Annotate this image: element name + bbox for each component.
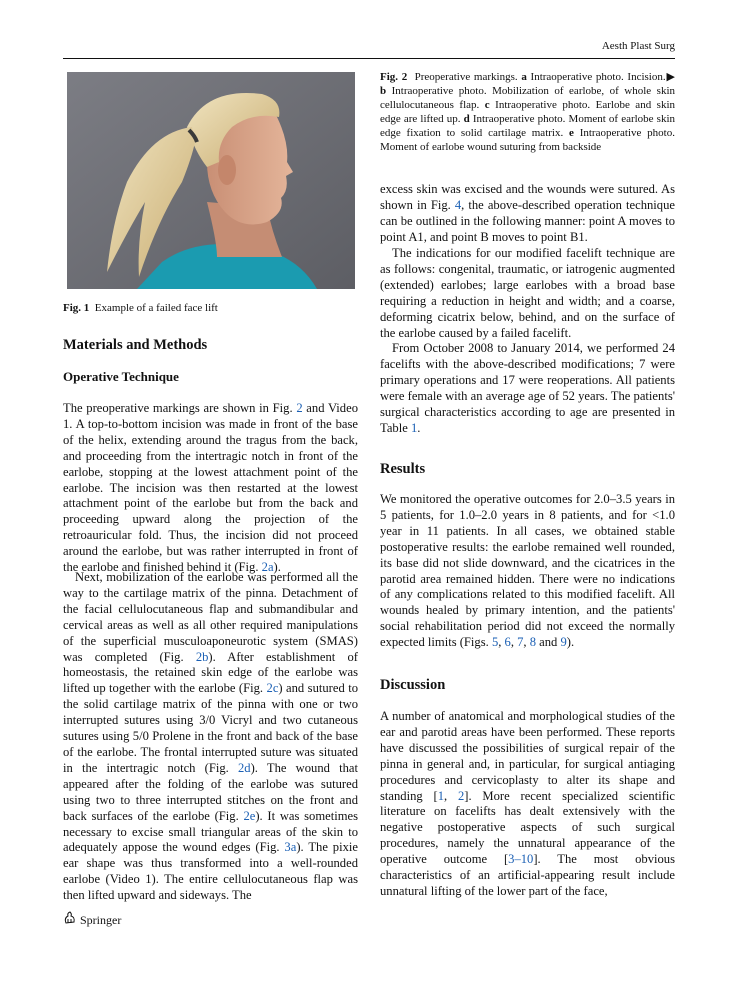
paragraph-methods-2 [63, 570, 358, 904]
panel-b-label: b [380, 85, 387, 97]
figure-1-label: Fig. 1 [63, 302, 90, 314]
text: We monitored the operative outcomes for 2.0–3.5 years in 5 patients, for 1.0–2.0 years in 8 patients, and for <1.0 year in 11 patients. In all cases, we obtained stable postoperative results: the earlobe remained well rounded, its base did not slide downward, and the cicatrices in the parotid area remained hidden. There were no indications of any complications related to this modified facelift. All wounds healed by primary intention, and the patients' social rehabilitation period did not exceed the normally expected limits (Figs. [380, 492, 675, 650]
paragraph-methods-1 [63, 401, 358, 576]
fig-ref-link[interactable]: 2d [237, 760, 251, 775]
fig-ref-link[interactable]: 2b [195, 649, 209, 664]
footer-publisher [63, 911, 121, 929]
text: excess skin was excised and the wounds were sutured. As shown in Fig. [380, 182, 675, 212]
text: ). After establishment of homeostasis, the retained skin edge of the earlobe was lifted up together with the earlobe (Fig. [63, 649, 358, 696]
fig-ref-link[interactable]: 2 [296, 401, 303, 415]
fig-ref-link[interactable]: 3a [284, 840, 297, 855]
panel-a-label: a [521, 71, 527, 83]
citation-link[interactable]: 1 [437, 788, 444, 803]
fig-ref-link[interactable]: 9 [560, 635, 567, 650]
fig-ref-link[interactable]: 2c [266, 681, 279, 696]
paragraph-right-1 [380, 182, 675, 246]
figure-2-caption [380, 70, 675, 154]
figure-2-text-c: Intraoperative photo. Earlobe and skin edge are lifted up. [380, 99, 676, 125]
figure-1-text: Example of a failed face lift [94, 302, 218, 314]
text: and [536, 635, 561, 650]
text: A number of anatomical and morphological studies of the ear and parotid areas have been performed. These reports have discussed the possibilities of surgical repair of the pinna in general and, in particular, for surgical antiaging procedures and cervicoplasty to alter its shape and standing [ [380, 709, 675, 803]
text: , the above-described operation technique can be outlined in the following manner: point A moves to point A1, and point B moves to point B1. [380, 197, 675, 244]
text: ). It was sometimes necessary to excise small triangular areas of the skin to adequately appose the wound edges (Fig. [63, 808, 359, 855]
fig-ref-link[interactable]: 2e [243, 808, 256, 823]
text: ). [273, 560, 281, 575]
panel-e-label: e [569, 127, 574, 139]
table-ref-link[interactable]: 1 [410, 420, 418, 435]
text: ]. The most obvious characteristics of an artificial-appearing result include unnatural lifting of the lower part of the face, [380, 852, 675, 898]
section-title-discussion: Discussion [380, 677, 446, 693]
fig-ref-link[interactable]: 4 [454, 197, 462, 212]
figure-1-caption [63, 301, 358, 315]
figure-2-label: Fig. 2 [380, 71, 408, 83]
paragraph-results: We monitored the operative outcomes for 2.0–3.5 years in 5 patients, for 1.0–2.0 years in 8 patients, and for <1.0 year in 11 patients. In all cases, we obtained stable postoperative results: the earlobe remained well rounded, its base did not slide downward, and the cicatrices in the parotid area remained hidden. There were no indications of any complications related to this modified facelift. All wounds healed by primary intention, and the patients' social rehabilitation period did not exceed the normally expected limits (Figs. 5, 6, 7, 8 and 9). [380, 492, 675, 650]
paragraph-discussion: A number of anatomical and morphological studies of the ear and parotid areas have been performed. These reports have discussed the possibilities of surgical repair of the pinna in general and, in particular, for surgical antiaging procedures and cervicoplasty to alter its shape and standing [1, 2]. More recent specialized scientific literature on facelifts has dealt extensively with the negative postoperative aspects of such surgical procedures, namely the unnatural appearance of the operative outcome [3–10]. The most obvious characteristics of an artificial-appearing result include unnatural lifting of the lower part of the face, [380, 709, 675, 898]
figure-2-text-b1: Intraoperative photo. Incision. [530, 71, 666, 83]
text: From October 2008 to January 2014, we performed 24 facelifts with the above-described modifications; 7 were primary operations and 17 were reoperations. All patients were female with an average age of 52 years. The patients' surgical characteristics according to age are presented in Table [380, 341, 675, 435]
text: ]. More recent specialized scientific literature on facelifts has dealt extensively with the negative postoperative aspects of such surgical procedures, namely the unnatural appearance of the operative outcome [ [380, 788, 675, 867]
text: ). The wound that appeared after the folding of the earlobe was sutured using two to three interrupted stitches on the front and back surfaces of the earlobe (Fig. [63, 760, 358, 823]
figure-2-text-d: Intraoperative photo. Moment of earlobe skin edge fixation to solid cartilage matrix. [380, 113, 676, 139]
journal-name: Aesth Plast Surg [601, 40, 675, 52]
figure-2-text-b2: Intraoperative photo. Mobilization of earlobe, of whole skin cellulocutaneous flap. [380, 85, 676, 111]
fig-ref-link[interactable]: 7 [517, 635, 524, 650]
text: Next, mobilization of the earlobe was performed all the way to the cartilage matrix of the pinna. Detachment of the facial cellulocutaneous flap and submandibular and cervical areas as well as all other required manipulations of the superficial musculoaponeurotic system (SMAS) was completed (Fig. [63, 570, 358, 664]
publisher-name: Springer [80, 912, 122, 927]
fig-ref-link[interactable]: 5 [491, 635, 499, 650]
fig-ref-link[interactable]: 2a [261, 560, 274, 575]
text: and Video 1. A top-to-bottom incision was made in front of the base of the helix, extending around the tragus from the back, and proceeding from the intertragic notch in front of the earlobe, stopping at the lowest attachment point of the earlobe. The incision was then restarted at the lowest attachment point of the earlobe but from the back and proceeding upward along the projection of the retroauricular fold. Thus, the incision did not proceed around the earlobe, but was rather interrupted in front of the earlobe and finished behind it (Fig. [63, 401, 358, 575]
paragraph-right-2: The indications for our modified facelift technique are as follows: congenital, traumatic, or iatrogenic augmented (extended) earlobes; large earlobes with a broad base requiring a reduction in height and width; and a coarse, deforming cicatrix below, behind, and on the surface of the earlobe caused by a failed facelift. [380, 246, 675, 340]
paragraph-right-3 [380, 341, 675, 436]
panel-d-label: d [463, 113, 470, 125]
figure-2-text-a: Preoperative markings. [414, 71, 518, 83]
text: ). The pixie ear shape was thus transformed into a well-rounded earlobe (Video 1). The entire cellulocutaneous flap was then lifted upward and sideways. The [63, 840, 358, 903]
fig-ref-link[interactable]: 6 [504, 635, 511, 650]
subsection-title-technique: Operative Technique [63, 369, 179, 384]
continue-arrow-icon: ▶ [665, 71, 676, 83]
section-title-methods: Materials and Methods [63, 337, 208, 353]
text: ). [566, 635, 575, 650]
citation-link[interactable]: 3–10 [508, 852, 534, 867]
figure-1-photo [67, 72, 355, 289]
header-rule [63, 58, 675, 59]
figure-2-text-e: Intraoperative photo. Moment of earlobe wound suturing from backside [380, 127, 675, 153]
text: ) and sutured to the solid cartilage matrix of the pinna with one or two interrupted sutures using 3/0 Vicryl and two cutaneous sutures using 5/0 Prolene in the front and back of the base of the earlobe. The frontal interrupted suture was situated in the intertragic notch (Fig. [63, 681, 358, 775]
text: The preoperative markings are shown in Fig. [63, 401, 297, 415]
panel-c-label: c [484, 99, 490, 111]
text: . [417, 420, 421, 435]
fig-ref-link[interactable]: 8 [529, 635, 537, 650]
citation-link[interactable]: 2 [457, 788, 465, 803]
section-title-results: Results [380, 461, 426, 477]
springer-logo-icon [63, 911, 77, 929]
